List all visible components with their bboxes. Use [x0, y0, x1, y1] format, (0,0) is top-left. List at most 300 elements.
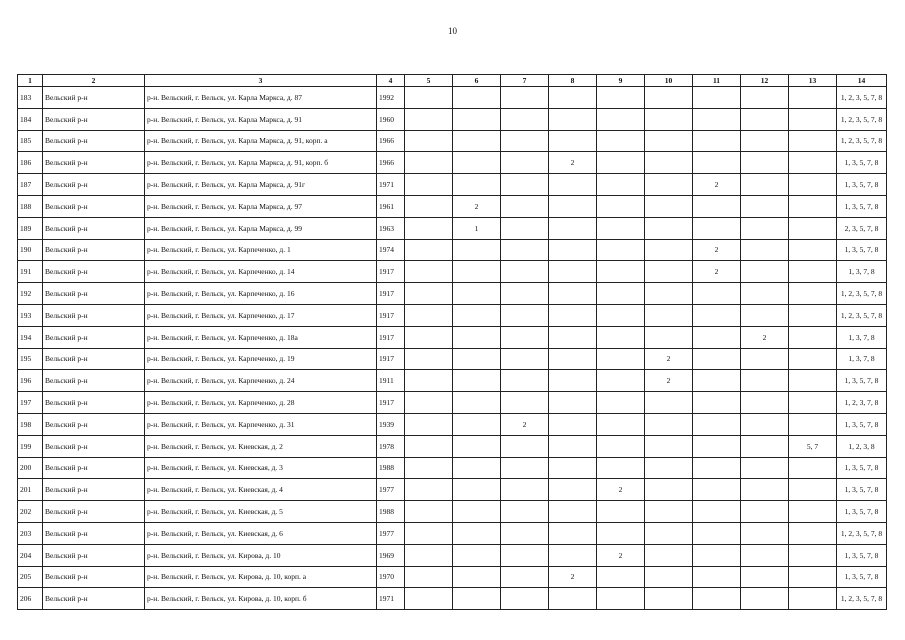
year-cell: 1917 [377, 283, 405, 305]
col8-cell [549, 283, 597, 305]
col10-cell [645, 108, 693, 130]
col11-cell [693, 588, 741, 610]
col9-cell [597, 108, 645, 130]
col6-cell [453, 130, 501, 152]
col5-cell [405, 87, 453, 109]
col5-cell [405, 522, 453, 544]
col5-cell [405, 108, 453, 130]
col13-cell [789, 566, 837, 588]
col5-cell [405, 152, 453, 174]
year-cell: 1971 [377, 588, 405, 610]
col10-cell [645, 304, 693, 326]
year-cell: 1960 [377, 108, 405, 130]
col6-cell [453, 87, 501, 109]
col8-cell [549, 479, 597, 501]
col13-cell [789, 217, 837, 239]
col8-cell: 2 [549, 566, 597, 588]
col8-cell [549, 348, 597, 370]
year-cell: 1961 [377, 195, 405, 217]
col13-cell [789, 392, 837, 414]
column-header-9: 9 [597, 75, 645, 87]
year-cell: 1917 [377, 261, 405, 283]
col13-cell [789, 501, 837, 523]
address-cell: р-н. Вельский, г. Вельск, ул. Киевская, д. 5 [145, 501, 377, 523]
col7-cell [501, 392, 549, 414]
col5-cell [405, 304, 453, 326]
row-number-cell: 183 [18, 87, 43, 109]
table-row [18, 130, 887, 152]
col5-cell [405, 326, 453, 348]
col5-cell [405, 544, 453, 566]
col6-cell [453, 544, 501, 566]
col14-cell: 1, 3, 5, 7, 8 [837, 501, 887, 523]
col5-cell [405, 174, 453, 196]
col8-cell [549, 413, 597, 435]
col11-cell [693, 217, 741, 239]
table-row [18, 522, 887, 544]
col7-cell [501, 435, 549, 457]
year-cell: 1963 [377, 217, 405, 239]
col9-cell [597, 304, 645, 326]
col6-cell [453, 304, 501, 326]
col7-cell [501, 174, 549, 196]
col7-cell [501, 217, 549, 239]
table-row [18, 174, 887, 196]
col10-cell [645, 522, 693, 544]
year-cell: 1917 [377, 326, 405, 348]
col8-cell [549, 457, 597, 479]
address-cell: р-н. Вельский, г. Вельск, ул. Кирова, д. 10 [145, 544, 377, 566]
col14-cell: 1, 3, 5, 7, 8 [837, 195, 887, 217]
table-row [18, 435, 887, 457]
address-cell: р-н. Вельский, г. Вельск, ул. Киевская, д. 2 [145, 435, 377, 457]
col5-cell [405, 413, 453, 435]
table-row [18, 195, 887, 217]
col8-cell [549, 130, 597, 152]
column-header-5: 5 [405, 75, 453, 87]
year-cell: 1971 [377, 174, 405, 196]
address-cell: р-н. Вельский, г. Вельск, ул. Карпеченко, д. 16 [145, 283, 377, 305]
col14-cell: 1, 2, 3, 5, 7, 8 [837, 522, 887, 544]
table-row [18, 370, 887, 392]
row-number-cell: 202 [18, 501, 43, 523]
district-cell: Вельский р-н [43, 522, 145, 544]
address-cell: р-н. Вельский, г. Вельск, ул. Карпеченко, д. 18а [145, 326, 377, 348]
row-number-cell: 185 [18, 130, 43, 152]
housing-register-table [17, 74, 887, 610]
column-header-2: 2 [43, 75, 145, 87]
col10-cell [645, 283, 693, 305]
col12-cell [741, 435, 789, 457]
district-cell: Вельский р-н [43, 304, 145, 326]
col10-cell [645, 195, 693, 217]
col7-cell [501, 522, 549, 544]
col12-cell [741, 217, 789, 239]
col7-cell [501, 326, 549, 348]
col7-cell [501, 87, 549, 109]
district-cell: Вельский р-н [43, 479, 145, 501]
col9-cell [597, 392, 645, 414]
col6-cell: 1 [453, 217, 501, 239]
col12-cell [741, 239, 789, 261]
column-header-8: 8 [549, 75, 597, 87]
col7-cell [501, 283, 549, 305]
table-row [18, 501, 887, 523]
col5-cell [405, 217, 453, 239]
col11-cell [693, 457, 741, 479]
table-row [18, 348, 887, 370]
year-cell: 1969 [377, 544, 405, 566]
col8-cell [549, 588, 597, 610]
district-cell: Вельский р-н [43, 413, 145, 435]
col11-cell [693, 283, 741, 305]
table-row [18, 87, 887, 109]
year-cell: 1988 [377, 501, 405, 523]
col7-cell [501, 457, 549, 479]
col12-cell: 2 [741, 326, 789, 348]
column-header-1: 1 [18, 75, 43, 87]
district-cell: Вельский р-н [43, 87, 145, 109]
col9-cell [597, 152, 645, 174]
col14-cell: 1, 3, 5, 7, 8 [837, 152, 887, 174]
address-cell: р-н. Вельский, г. Вельск, ул. Карпеченко, д. 14 [145, 261, 377, 283]
col10-cell: 2 [645, 348, 693, 370]
col14-cell: 1, 3, 7, 8 [837, 326, 887, 348]
year-cell: 1917 [377, 304, 405, 326]
row-number-cell: 200 [18, 457, 43, 479]
col6-cell [453, 283, 501, 305]
col5-cell [405, 239, 453, 261]
address-cell: р-н. Вельский, г. Вельск, ул. Карпеченко, д. 31 [145, 413, 377, 435]
col13-cell [789, 522, 837, 544]
col5-cell [405, 195, 453, 217]
col12-cell [741, 392, 789, 414]
col10-cell [645, 130, 693, 152]
col12-cell [741, 108, 789, 130]
col11-cell: 2 [693, 239, 741, 261]
col5-cell [405, 370, 453, 392]
col6-cell [453, 261, 501, 283]
table-row [18, 217, 887, 239]
col6-cell [453, 522, 501, 544]
col8-cell [549, 239, 597, 261]
col14-cell: 2, 3, 5, 7, 8 [837, 217, 887, 239]
col9-cell [597, 239, 645, 261]
row-number-cell: 190 [18, 239, 43, 261]
col7-cell [501, 501, 549, 523]
district-cell: Вельский р-н [43, 217, 145, 239]
col7-cell [501, 588, 549, 610]
col10-cell [645, 501, 693, 523]
row-number-cell: 191 [18, 261, 43, 283]
table-row [18, 239, 887, 261]
header-row [18, 75, 887, 87]
col12-cell [741, 261, 789, 283]
col12-cell [741, 566, 789, 588]
col12-cell [741, 522, 789, 544]
row-number-cell: 189 [18, 217, 43, 239]
row-number-cell: 199 [18, 435, 43, 457]
col9-cell [597, 348, 645, 370]
col9-cell [597, 174, 645, 196]
col5-cell [405, 588, 453, 610]
col9-cell [597, 217, 645, 239]
col7-cell [501, 304, 549, 326]
address-cell: р-н. Вельский, г. Вельск, ул. Карпеченко, д. 19 [145, 348, 377, 370]
col10-cell [645, 413, 693, 435]
table-body [18, 87, 887, 610]
col12-cell [741, 152, 789, 174]
col11-cell: 2 [693, 261, 741, 283]
district-cell: Вельский р-н [43, 370, 145, 392]
column-header-3: 3 [145, 75, 377, 87]
col11-cell [693, 348, 741, 370]
table-row [18, 392, 887, 414]
column-header-4: 4 [377, 75, 405, 87]
column-header-6: 6 [453, 75, 501, 87]
district-cell: Вельский р-н [43, 566, 145, 588]
col12-cell [741, 174, 789, 196]
col8-cell [549, 261, 597, 283]
table-row [18, 283, 887, 305]
district-cell: Вельский р-н [43, 239, 145, 261]
col11-cell [693, 413, 741, 435]
year-cell: 1939 [377, 413, 405, 435]
col12-cell [741, 195, 789, 217]
col6-cell [453, 108, 501, 130]
col10-cell [645, 392, 693, 414]
col14-cell: 1, 3, 5, 7, 8 [837, 544, 887, 566]
row-number-cell: 196 [18, 370, 43, 392]
year-cell: 1977 [377, 479, 405, 501]
col12-cell [741, 413, 789, 435]
col14-cell: 1, 2, 3, 5, 7, 8 [837, 87, 887, 109]
col13-cell [789, 370, 837, 392]
col14-cell: 1, 3, 5, 7, 8 [837, 457, 887, 479]
column-header-11: 11 [693, 75, 741, 87]
row-number-cell: 197 [18, 392, 43, 414]
col14-cell: 1, 3, 5, 7, 8 [837, 566, 887, 588]
col8-cell [549, 370, 597, 392]
col13-cell [789, 457, 837, 479]
col11-cell [693, 479, 741, 501]
col12-cell [741, 304, 789, 326]
col6-cell [453, 457, 501, 479]
col8-cell [549, 326, 597, 348]
col11-cell [693, 544, 741, 566]
col5-cell [405, 435, 453, 457]
col12-cell [741, 501, 789, 523]
col10-cell [645, 87, 693, 109]
table-row [18, 152, 887, 174]
col11-cell [693, 195, 741, 217]
address-cell: р-н. Вельский, г. Вельск, ул. Карла Маркса, д. 87 [145, 87, 377, 109]
col7-cell [501, 544, 549, 566]
col12-cell [741, 544, 789, 566]
year-cell: 1970 [377, 566, 405, 588]
year-cell: 1974 [377, 239, 405, 261]
col11-cell: 2 [693, 174, 741, 196]
col11-cell [693, 326, 741, 348]
address-cell: р-н. Вельский, г. Вельск, ул. Карла Маркса, д. 91г [145, 174, 377, 196]
table-row [18, 544, 887, 566]
address-cell: р-н. Вельский, г. Вельск, ул. Киевская, д. 3 [145, 457, 377, 479]
table-row [18, 108, 887, 130]
col13-cell [789, 413, 837, 435]
col11-cell [693, 435, 741, 457]
address-cell: р-н. Вельский, г. Вельск, ул. Карла Маркса, д. 91, корп. б [145, 152, 377, 174]
district-cell: Вельский р-н [43, 130, 145, 152]
row-number-cell: 186 [18, 152, 43, 174]
col9-cell [597, 457, 645, 479]
column-header-14: 14 [837, 75, 887, 87]
col10-cell [645, 217, 693, 239]
col14-cell: 1, 2, 3, 5, 7, 8 [837, 283, 887, 305]
district-cell: Вельский р-н [43, 261, 145, 283]
col8-cell [549, 501, 597, 523]
col14-cell: 1, 3, 5, 7, 8 [837, 370, 887, 392]
table-row [18, 304, 887, 326]
address-cell: р-н. Вельский, г. Вельск, ул. Киевская, д. 4 [145, 479, 377, 501]
col9-cell [597, 522, 645, 544]
col13-cell: 5, 7 [789, 435, 837, 457]
col8-cell [549, 87, 597, 109]
address-cell: р-н. Вельский, г. Вельск, ул. Карла Маркса, д. 91, корп. а [145, 130, 377, 152]
year-cell: 1911 [377, 370, 405, 392]
col11-cell [693, 501, 741, 523]
col6-cell [453, 501, 501, 523]
col14-cell: 1, 3, 5, 7, 8 [837, 174, 887, 196]
col10-cell [645, 239, 693, 261]
col14-cell: 1, 3, 5, 7, 8 [837, 413, 887, 435]
row-number-cell: 201 [18, 479, 43, 501]
year-cell: 1992 [377, 87, 405, 109]
col11-cell [693, 304, 741, 326]
col6-cell [453, 435, 501, 457]
row-number-cell: 187 [18, 174, 43, 196]
col8-cell [549, 544, 597, 566]
address-cell: р-н. Вельский, г. Вельск, ул. Карпеченко, д. 28 [145, 392, 377, 414]
col14-cell: 1, 2, 3, 8 [837, 435, 887, 457]
col14-cell: 1, 3, 5, 7, 8 [837, 479, 887, 501]
col9-cell [597, 413, 645, 435]
col12-cell [741, 457, 789, 479]
col6-cell [453, 348, 501, 370]
col7-cell [501, 566, 549, 588]
address-cell: р-н. Вельский, г. Вельск, ул. Карла Маркса, д. 97 [145, 195, 377, 217]
page-number: 10 [448, 26, 457, 36]
col10-cell [645, 326, 693, 348]
col14-cell: 1, 2, 3, 5, 7, 8 [837, 130, 887, 152]
col11-cell [693, 130, 741, 152]
table-row [18, 413, 887, 435]
col6-cell [453, 152, 501, 174]
district-cell: Вельский р-н [43, 283, 145, 305]
district-cell: Вельский р-н [43, 152, 145, 174]
col13-cell [789, 261, 837, 283]
col13-cell [789, 195, 837, 217]
col13-cell [789, 326, 837, 348]
col7-cell [501, 239, 549, 261]
col14-cell: 1, 2, 3, 5, 7, 8 [837, 304, 887, 326]
row-number-cell: 203 [18, 522, 43, 544]
col14-cell: 1, 3, 5, 7, 8 [837, 239, 887, 261]
col9-cell [597, 501, 645, 523]
col5-cell [405, 392, 453, 414]
col6-cell [453, 566, 501, 588]
col7-cell [501, 348, 549, 370]
col6-cell [453, 174, 501, 196]
col11-cell [693, 392, 741, 414]
district-cell: Вельский р-н [43, 588, 145, 610]
column-header-10: 10 [645, 75, 693, 87]
col9-cell [597, 283, 645, 305]
col5-cell [405, 348, 453, 370]
col12-cell [741, 283, 789, 305]
col7-cell [501, 479, 549, 501]
row-number-cell: 198 [18, 413, 43, 435]
col9-cell [597, 130, 645, 152]
col9-cell [597, 326, 645, 348]
address-cell: р-н. Вельский, г. Вельск, ул. Киевская, д. 6 [145, 522, 377, 544]
col13-cell [789, 130, 837, 152]
col9-cell [597, 87, 645, 109]
col9-cell: 2 [597, 479, 645, 501]
address-cell: р-н. Вельский, г. Вельск, ул. Карпеченко, д. 24 [145, 370, 377, 392]
col6-cell [453, 370, 501, 392]
col6-cell [453, 326, 501, 348]
col11-cell [693, 108, 741, 130]
col6-cell [453, 239, 501, 261]
col8-cell: 2 [549, 152, 597, 174]
address-cell: р-н. Вельский, г. Вельск, ул. Карпеченко, д. 1 [145, 239, 377, 261]
row-number-cell: 192 [18, 283, 43, 305]
year-cell: 1977 [377, 522, 405, 544]
col11-cell [693, 370, 741, 392]
col13-cell [789, 152, 837, 174]
row-number-cell: 205 [18, 566, 43, 588]
col12-cell [741, 87, 789, 109]
col13-cell [789, 588, 837, 610]
col12-cell [741, 479, 789, 501]
col11-cell [693, 87, 741, 109]
row-number-cell: 193 [18, 304, 43, 326]
district-cell: Вельский р-н [43, 544, 145, 566]
col8-cell [549, 108, 597, 130]
col11-cell [693, 522, 741, 544]
col10-cell [645, 566, 693, 588]
col5-cell [405, 283, 453, 305]
district-cell: Вельский р-н [43, 348, 145, 370]
col13-cell [789, 348, 837, 370]
col6-cell [453, 588, 501, 610]
col9-cell [597, 566, 645, 588]
table-row [18, 457, 887, 479]
col13-cell [789, 304, 837, 326]
table-row [18, 261, 887, 283]
col13-cell [789, 283, 837, 305]
col13-cell [789, 544, 837, 566]
col11-cell [693, 566, 741, 588]
column-header-7: 7 [501, 75, 549, 87]
col10-cell [645, 479, 693, 501]
district-cell: Вельский р-н [43, 195, 145, 217]
col8-cell [549, 217, 597, 239]
col6-cell [453, 413, 501, 435]
col8-cell [549, 522, 597, 544]
col14-cell: 1, 2, 3, 5, 7, 8 [837, 108, 887, 130]
col9-cell: 2 [597, 544, 645, 566]
